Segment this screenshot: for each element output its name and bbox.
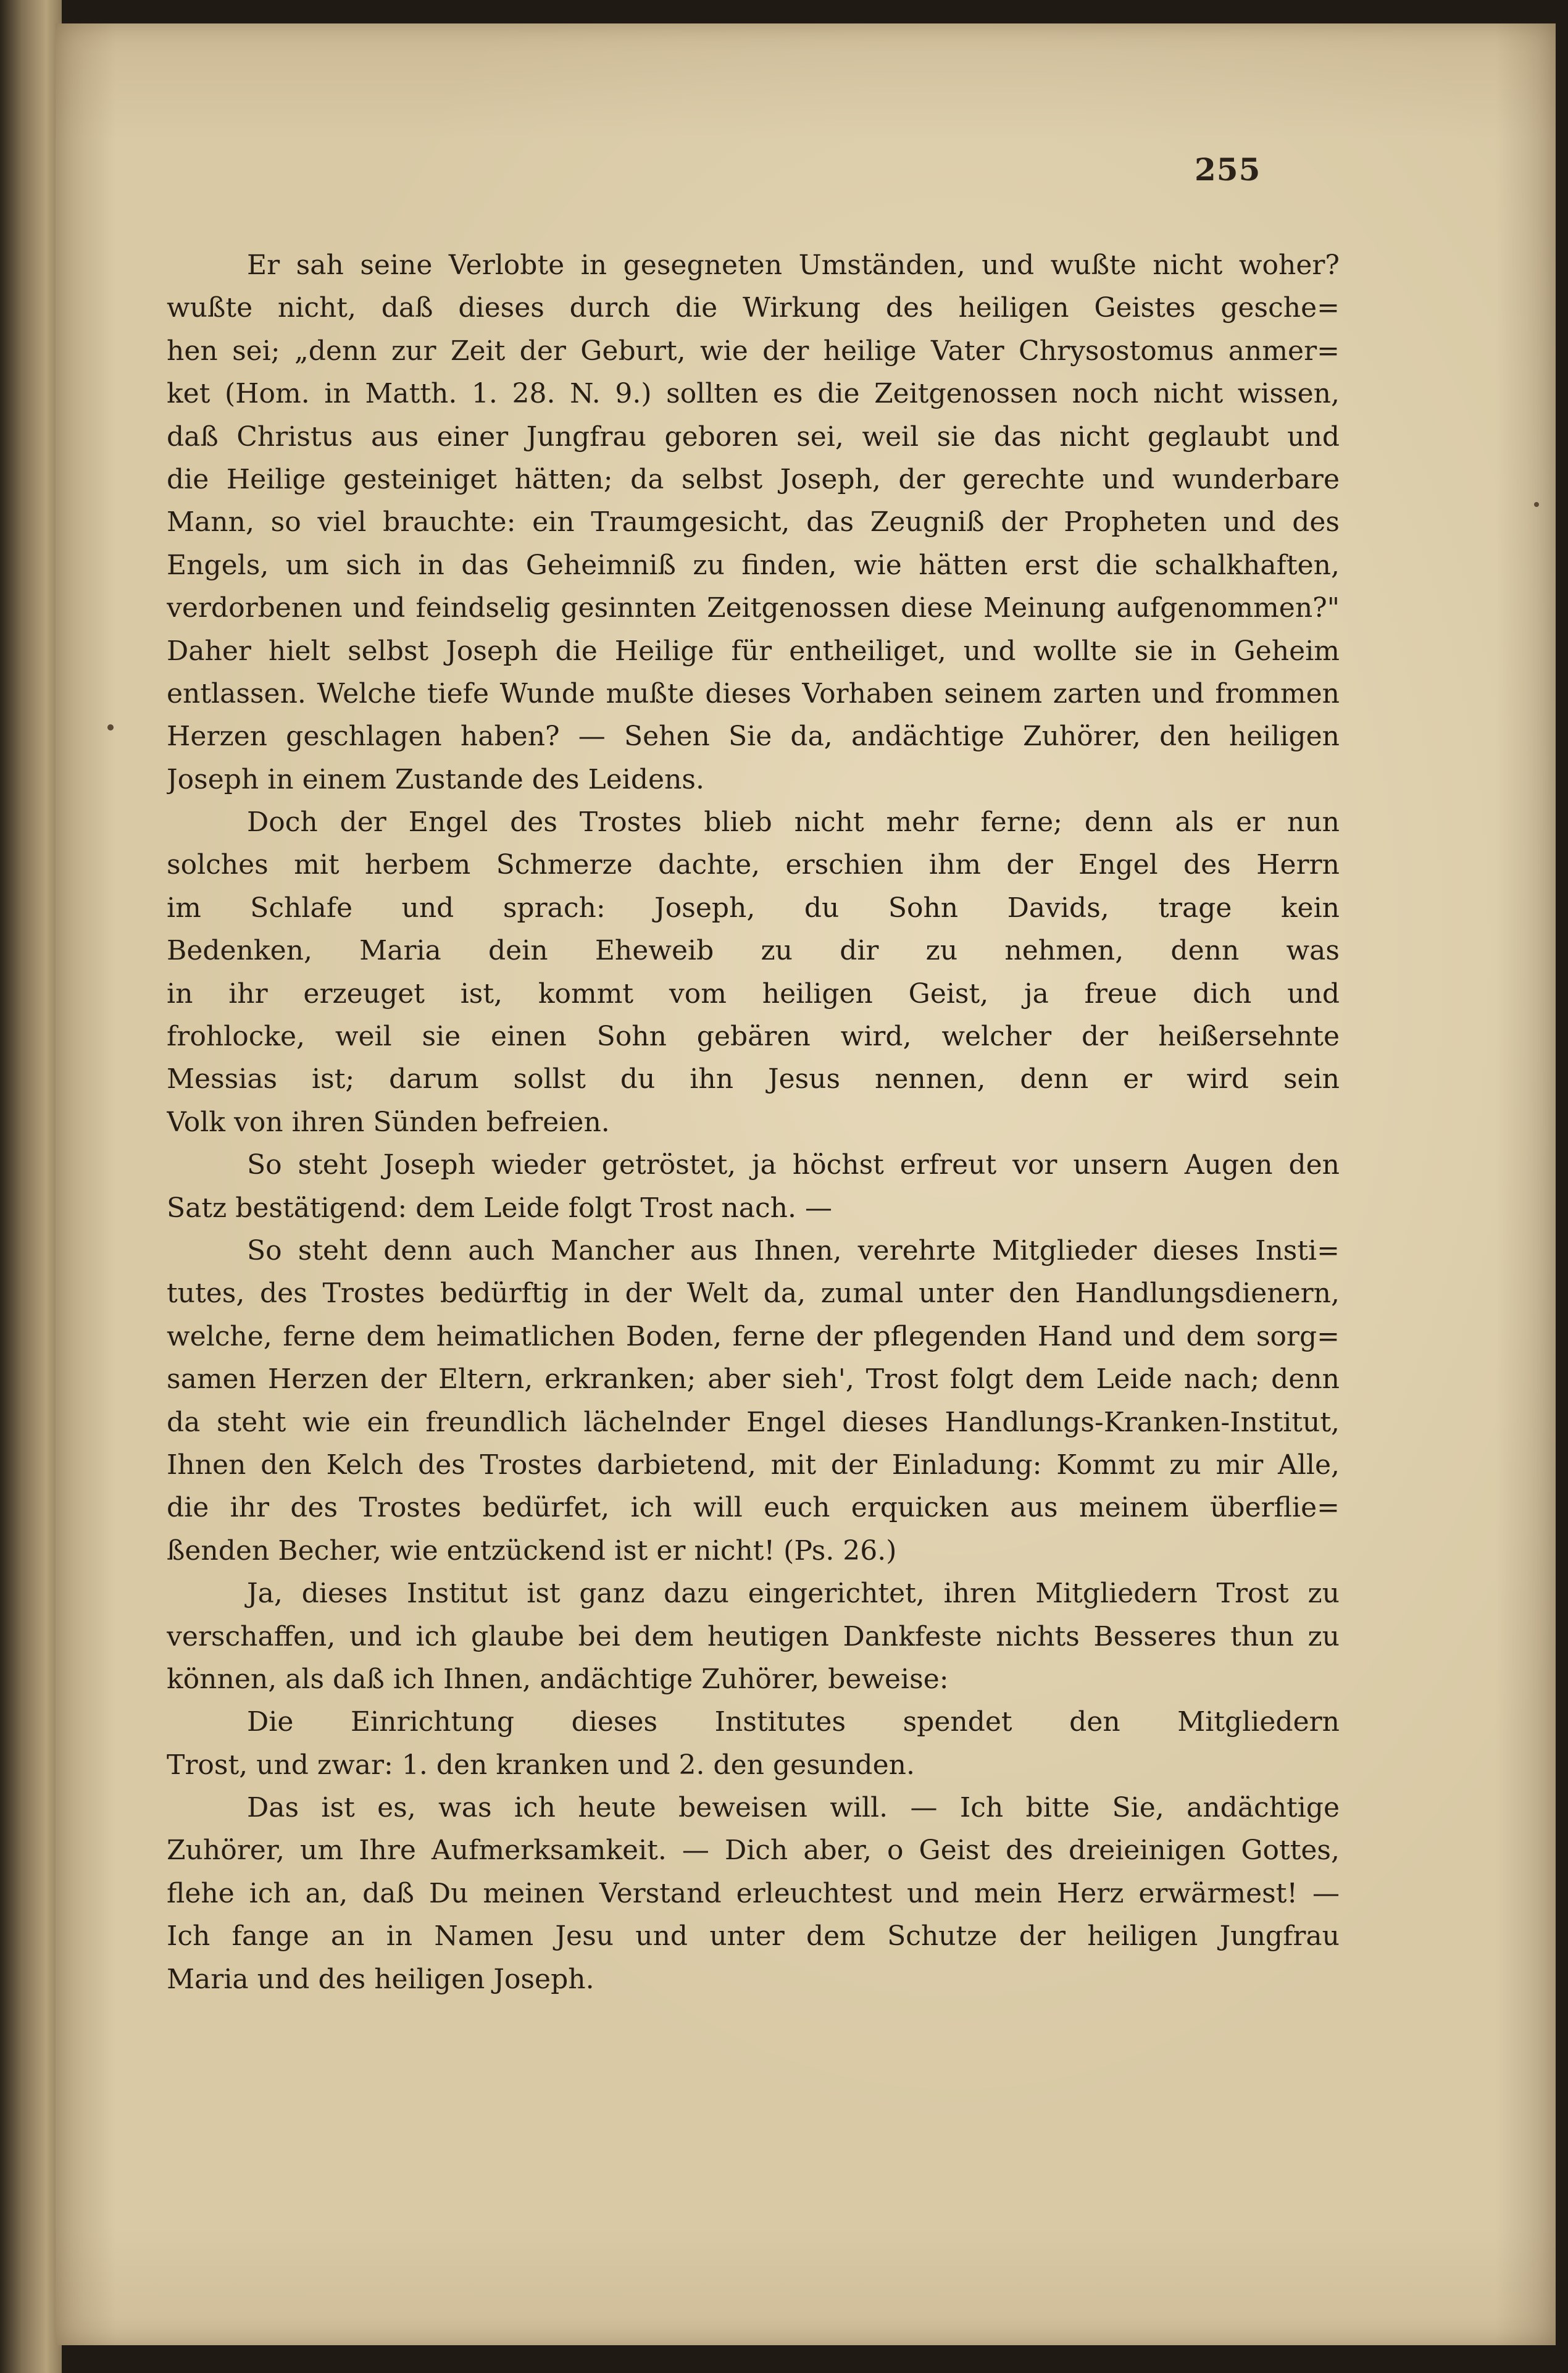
text-line: Engels, um sich in das Geheimniß zu finden, wie hätten erst die schalkhaften, <box>167 549 1340 581</box>
text-line: So steht denn auch Mancher aus Ihnen, verehrte Mitglieder dieses Insti= <box>247 1234 1340 1266</box>
body-text <box>167 244 1340 2001</box>
text-line: solches mit herbem Schmerze dachte, erschien ihm der Engel des Herrn <box>167 849 1340 881</box>
text-line: frohlocke, weil sie einen Sohn gebären wird, welcher der heißersehnte <box>167 1021 1340 1053</box>
text-line: Messias ist; darum sollst du ihn Jesus nennen, denn er wird sein <box>167 1063 1340 1095</box>
text-line: Zuhörer, um Ihre Aufmerksamkeit. — Dich aber, o Geist des dreieinigen Gottes, <box>167 1835 1340 1867</box>
text-line: Volk von ihren Sünden befreien. <box>167 1106 610 1138</box>
text-line: Bedenken, Maria dein Eheweib zu dir zu nehmen, denn was <box>167 935 1340 967</box>
text-line: verdorbenen und feindselig gesinnten Zeitgenossen diese Meinung aufgenommen?" <box>167 592 1340 624</box>
page-speck <box>107 724 114 730</box>
text-line: wußte nicht, daß dieses durch die Wirkung des heiligen Geistes gesche= <box>167 292 1340 324</box>
page-number: 255 <box>1195 151 1261 188</box>
paragraph <box>167 801 1340 1144</box>
text-line: in ihr erzeuget ist, kommt vom heiligen Geist, ja freue dich und <box>167 977 1340 1010</box>
text-line: Maria und des heiligen Joseph. <box>167 1963 594 1995</box>
text-line: Mann, so viel brauchte: ein Traumgesicht, das Zeugniß der Propheten und des <box>167 506 1340 538</box>
text-line: samen Herzen der Eltern, erkranken; aber sieh', Trost folgt dem Leide nach; denn <box>167 1363 1340 1396</box>
paragraph <box>167 1701 1340 1786</box>
text-line: Ihnen den Kelch des Trostes darbietend, mit der Einladung: Kommt zu mir Alle, <box>167 1449 1340 1481</box>
text-line: Die Einrichtung dieses Institutes spendet den Mitgliedern <box>247 1706 1340 1738</box>
text-line: entlassen. Welche tiefe Wunde mußte dieses Vorhaben seinem zarten und frommen <box>167 677 1340 709</box>
page-speck <box>1534 502 1539 507</box>
text-line: Er sah seine Verlobte in gesegneten Umständen, und wußte nicht woher? <box>247 249 1340 281</box>
text-line: im Schlafe und sprach: Joseph, du Sohn Davids, trage kein <box>167 892 1340 924</box>
text-line: die Heilige gesteiniget hätten; da selbst Joseph, der gerechte und wunderbare <box>167 463 1340 495</box>
text-line: So steht Joseph wieder getröstet, ja höchst erfreut vor unsern Augen den <box>247 1149 1340 1181</box>
text-line: welche, ferne dem heimatlichen Boden, ferne der pflegenden Hand und dem sorg= <box>167 1320 1340 1352</box>
text-line: ßenden Becher, wie entzückend ist er nicht! (Ps. 26.) <box>167 1534 897 1567</box>
paragraph <box>167 1786 1340 2001</box>
text-line: Herzen geschlagen haben? — Sehen Sie da, andächtige Zuhörer, den heiligen <box>167 721 1340 753</box>
text-line: Daher hielt selbst Joseph die Heilige für entheiliget, und wollte sie in Geheim <box>167 635 1340 667</box>
paragraph <box>167 244 1340 801</box>
text-line: verschaffen, und ich glaube bei dem heutigen Dankfeste nichts Besseres thun zu <box>167 1620 1340 1652</box>
text-line: da steht wie ein freundlich lächelnder Engel dieses Handlungs-Kranken-Institut, <box>167 1406 1340 1438</box>
text-line: Doch der Engel des Trostes blieb nicht mehr ferne; denn als er nun <box>247 806 1340 839</box>
text-line: die ihr des Trostes bedürfet, ich will euch erquicken aus meinem überflie= <box>167 1492 1340 1524</box>
text-line: Ja, dieses Institut ist ganz dazu eingerichtet, ihren Mitgliedern Trost zu <box>247 1578 1340 1610</box>
paragraph <box>167 1144 1340 1229</box>
paragraph <box>167 1229 1340 1572</box>
text-line: Ich fange an in Namen Jesu und unter dem Schutze der heiligen Jungfrau <box>167 1920 1340 1952</box>
text-line: daß Christus aus einer Jungfrau geboren sei, weil sie das nicht geglaubt und <box>167 421 1340 453</box>
adjacent-page-edge <box>0 0 62 2373</box>
text-line: Satz bestätigend: dem Leide folgt Trost nach. — <box>167 1192 832 1224</box>
paragraph <box>167 1572 1340 1701</box>
text-line: Das ist es, was ich heute beweisen will. — Ich bitte Sie, andächtige <box>247 1792 1340 1824</box>
text-line: flehe ich an, daß Du meinen Verstand erleuchtest und mein Herz erwärmest! — <box>167 1877 1340 1909</box>
text-line: tutes, des Trostes bedürftig in der Welt da, zumal unter den Handlungsdienern, <box>167 1278 1340 1310</box>
text-line: hen sei; „denn zur Zeit der Geburt, wie der heilige Vater Chrysostomus anmer= <box>167 335 1340 367</box>
text-line: ket (Hom. in Matth. 1. 28. N. 9.) sollten es die Zeitgenossen noch nicht wissen, <box>167 378 1340 410</box>
text-line: können, als daß ich Ihnen, andächtige Zuhörer, beweise: <box>167 1663 949 1695</box>
text-line: Trost, und zwar: 1. den kranken und 2. den gesunden. <box>167 1749 915 1781</box>
text-line: Joseph in einem Zustande des Leidens. <box>167 763 704 795</box>
